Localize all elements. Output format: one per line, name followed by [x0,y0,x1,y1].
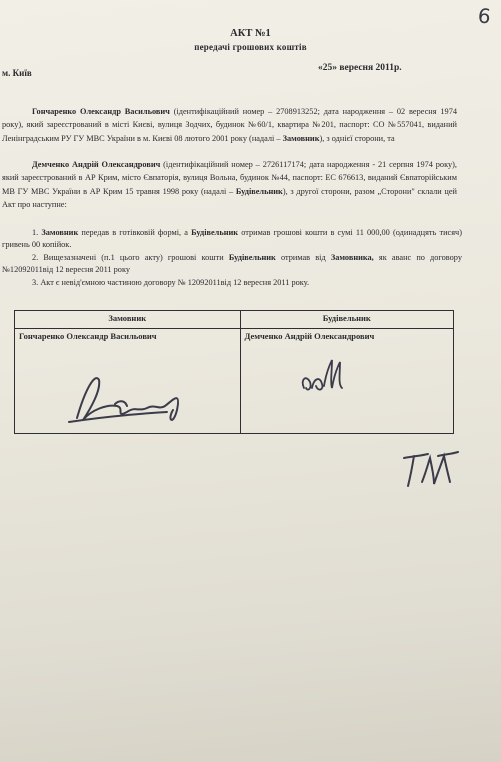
party1-paragraph [2,105,457,145]
act-items [2,227,462,289]
party1-tail: ), з однієї сторони, та [319,133,395,143]
party2-name: Демченко Андрій Олександрович [32,160,161,169]
item-text: Акт є невід'ємною частиною договору № 12092011від 12 вересня 2011 року. [40,277,310,287]
party1-name: Гончаренко Олександр Васильович [32,107,170,116]
item-text: передав в готівковій формі, а [78,228,192,237]
customer-header: Замовник [15,311,241,329]
party2-details: (ідентифікаційний номер – 2726117174; дата народження - 21 серпня 1974 року), який зареєстрований в АР Крим, місто Євпаторія, вулиця Вольна, будинок №44, паспорт: ЕС 676613, виданий Євпаторійським МВ ГУ МВС України в АР Крим 15 травня 1998 року (надалі – [2,160,457,196]
item-bold: Будівельник [228,252,276,262]
item-number: 3. [32,277,39,287]
party1-details: (ідентифікаційний номер – 2708913252; дата народження – 02 вересня 1974 року), який зареєстрований в місті Києві, вулиця Зодчих, будинок №60/1, квартира №201, паспорт: СО №557041, виданий Ленінградським РУ ГУ МВС України в м. Києві 08 лютого 2001 року (надалі – [2,107,457,143]
party2-tail: ), з другої сторони, разом „Сторони" склали цей Акт про наступне: [2,186,457,210]
item-number: 2. [32,252,39,262]
item-bold: Замовника, [330,252,374,262]
act-item-1 [2,227,462,252]
page-number: 6 [477,3,493,29]
document-subtitle: передачі грошових коштів [194,42,307,52]
customer-signature [55,360,205,435]
item-text: як аванс по договору №12092011від 12 вересня 2011 року [2,252,462,275]
builder-name: Демченко Андрій Олександрович [240,329,454,434]
party2-role: Будівельник [235,186,283,196]
act-item-3 [2,277,462,289]
item-text: отримав від [275,252,331,262]
item-text: Вищезазначені (п.1 цього акту) грошові кошти [43,252,229,262]
party2-paragraph [2,158,457,212]
city: м. Київ [2,68,32,78]
builder-signature [292,352,362,402]
document-date: «25» вересня 2011р. [318,63,402,73]
initials-signature [398,448,462,494]
item-text: отримав грошові кошти в сумі 11 000,00 (одинадцять тисяч) гривень 00 копійок. [2,228,462,250]
item-bold: Будівельник [191,228,239,237]
builder-header: Будівельник [240,311,454,329]
item-bold: Замовник [41,228,79,237]
document-title: АКТ №1 [230,28,271,39]
act-item-2 [2,252,462,277]
item-number: 1. [32,228,39,237]
customer-name: Гончаренко Олександр Васильович [15,329,241,434]
party1-role: Замовник [282,133,320,143]
